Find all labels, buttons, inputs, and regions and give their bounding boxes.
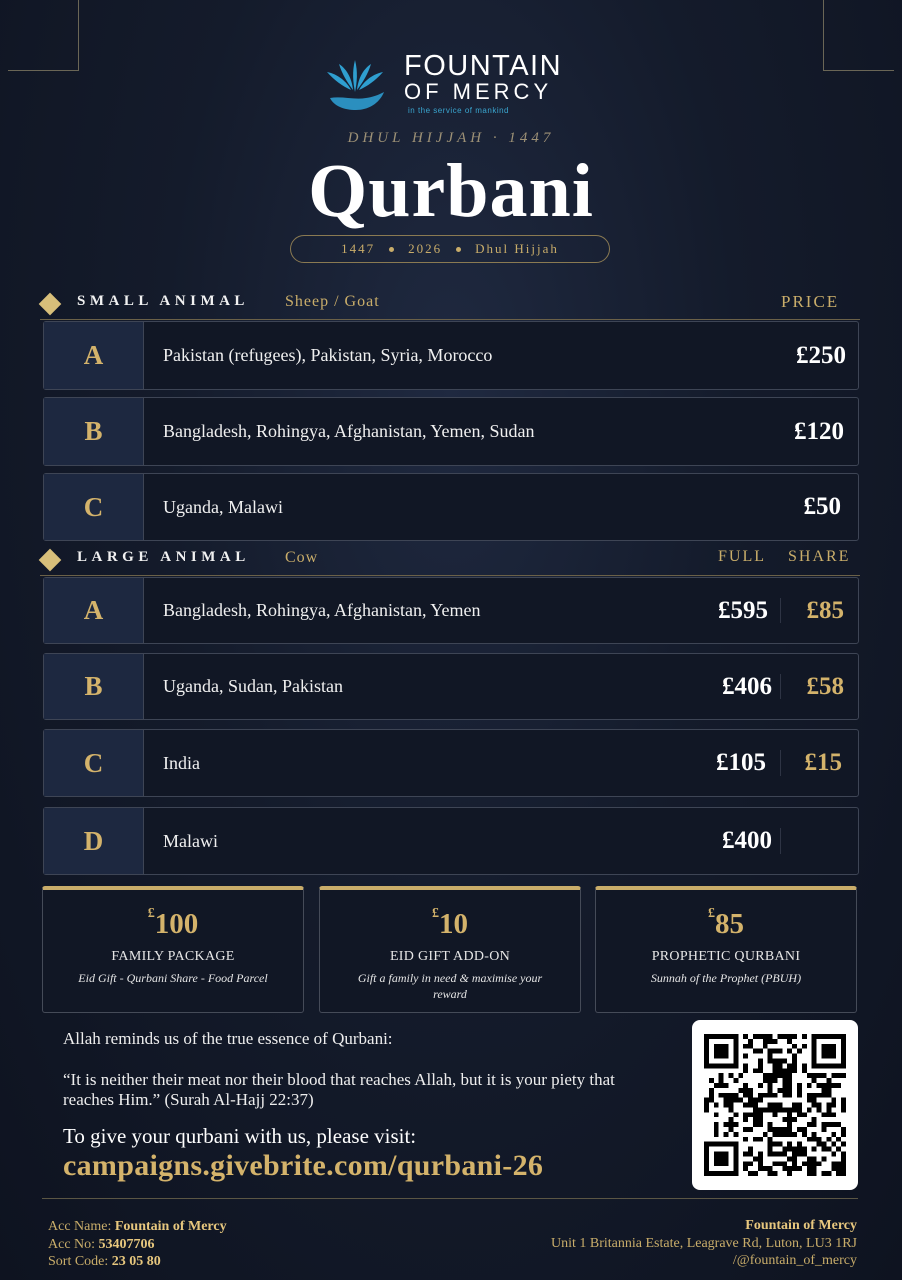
row-full-price: £406 (722, 672, 772, 700)
quran-quote: “It is neither their meat nor their blood that reaches Allah, but it is your piety that reaches Him.” (Surah Al-Hajj 22:37) (63, 1070, 615, 1109)
fountain-hand-icon (322, 52, 388, 114)
date-overline: DHUL HIJJAH · 1447 (347, 130, 555, 146)
column-divider (780, 674, 781, 699)
acc-no-line: Acc No: 53407706 (48, 1236, 155, 1252)
package-amount: £10 (432, 906, 468, 940)
brand-logo (322, 52, 592, 117)
package-label: FAMILY PACKAGE (111, 949, 235, 964)
row-price: £50 (803, 493, 841, 520)
section-subtitle: Cow (285, 549, 319, 566)
bank-details (48, 1218, 227, 1271)
row-code: C (44, 730, 144, 796)
row-code: A (44, 578, 144, 643)
pill-dot (389, 247, 394, 252)
row-share-price: £15 (804, 749, 842, 776)
visit-prompt: To give your qurbani with us, please visit: (63, 1124, 417, 1148)
address-line: Unit 1 Britannia Estate, Leagrave Rd, Luton, LU3 1RJ (551, 1235, 857, 1251)
large-animal-row-d (43, 807, 859, 875)
corner-ornament-left (8, 0, 79, 71)
row-code: B (44, 654, 144, 719)
row-countries: Bangladesh, Rohingya, Afghanistan, Yemen (163, 600, 481, 620)
row-code: A (44, 322, 144, 389)
large-animal-row-c (43, 729, 859, 797)
package-card-eid-gift[interactable] (319, 886, 581, 1013)
brand-name-line2: OF MERCY (404, 79, 553, 104)
social-handle[interactable]: /@fountain_of_mercy (732, 1253, 857, 1268)
package-label: EID GIFT ADD-ON (389, 949, 511, 964)
package-amount: £100 (147, 906, 199, 940)
column-divider (780, 598, 781, 623)
section-title: LARGE ANIMAL (77, 549, 250, 565)
acc-name-line: Acc Name: Fountain of Mercy (48, 1219, 227, 1234)
row-countries: Pakistan (refugees), Pakistan, Syria, Morocco (163, 345, 493, 365)
package-card-family[interactable] (42, 886, 304, 1013)
diamond-icon (39, 293, 62, 316)
row-share-price: £85 (806, 596, 844, 624)
row-price: £250 (796, 341, 846, 369)
brand-tagline: in the service of mankind (408, 106, 509, 115)
row-code: C (44, 474, 144, 540)
sort-code-line: Sort Code: 23 05 80 (48, 1254, 161, 1269)
row-countries: Uganda, Malawi (163, 496, 283, 517)
package-amount: £85 (708, 906, 744, 940)
share-column-label: SHARE (788, 548, 851, 565)
quran-intro: Allah reminds us of the true essence of Qurbani: (63, 1029, 393, 1048)
row-countries: Malawi (163, 830, 218, 851)
small-animal-row-a (43, 321, 859, 390)
section-rule (40, 575, 860, 576)
package-label: PROPHETIC QURBANI (651, 949, 801, 964)
full-column-label: FULL (718, 548, 766, 565)
small-animal-header (40, 290, 860, 320)
page-title: Qurbani (308, 149, 594, 233)
pill-year-hijri: 1447 (341, 241, 376, 256)
column-divider (780, 828, 781, 854)
large-animal-row-a (43, 577, 859, 644)
large-animal-header (40, 546, 860, 576)
package-card-prophetic[interactable] (595, 886, 857, 1013)
small-animal-row-b (43, 397, 859, 466)
row-full-price: £105 (716, 749, 766, 776)
row-full-price: £595 (718, 596, 768, 624)
package-description: Gift a family in need & maximise your reward (357, 971, 543, 1001)
section-rule (40, 319, 860, 320)
qr-code[interactable] (692, 1020, 858, 1190)
row-code: B (44, 398, 144, 465)
section-title: SMALL ANIMAL (77, 293, 249, 309)
qr-code-icon (704, 1032, 846, 1178)
diamond-icon (39, 549, 62, 572)
date-pill (290, 235, 610, 263)
column-divider (780, 750, 781, 776)
price-column-label: PRICE (781, 292, 840, 311)
row-countries: Bangladesh, Rohingya, Afghanistan, Yemen, Sudan (163, 421, 535, 441)
large-animal-row-b (43, 653, 859, 720)
small-animal-row-c (43, 473, 859, 541)
row-price: £120 (794, 417, 844, 445)
pill-month: Dhul Hijjah (475, 241, 559, 256)
corner-ornament-right (823, 0, 894, 71)
row-share-price: £58 (806, 672, 844, 700)
org-name: Fountain of Mercy (745, 1218, 857, 1233)
footer-divider (42, 1198, 858, 1199)
row-code: D (44, 808, 144, 874)
pill-year-gregorian: 2026 (408, 241, 443, 256)
package-description: Sunnah of the Prophet (PBUH) (650, 971, 802, 985)
section-subtitle: Sheep / Goat (285, 293, 380, 310)
row-full-price: £400 (722, 827, 772, 854)
package-description: Eid Gift - Qurbani Share - Food Parcel (78, 971, 268, 985)
brand-name-line1: FOUNTAIN (404, 50, 563, 82)
pill-dot (456, 247, 461, 252)
donation-link[interactable]: campaigns.givebrite.com/qurbani-26 (63, 1149, 544, 1182)
row-countries: India (163, 752, 200, 773)
address-block (551, 1217, 857, 1270)
row-countries: Uganda, Sudan, Pakistan (163, 676, 343, 696)
